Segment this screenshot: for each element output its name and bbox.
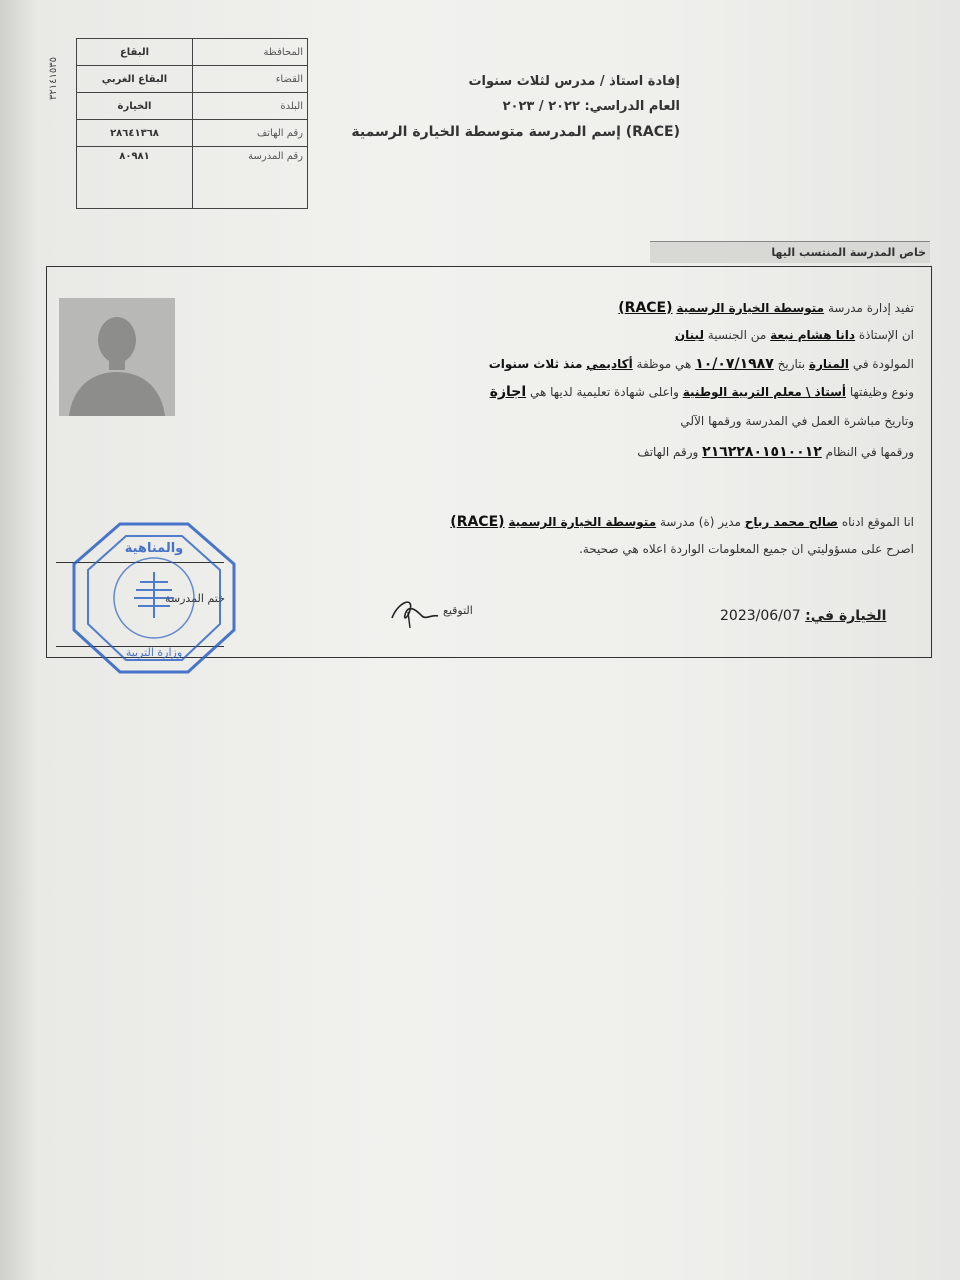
text-span: المولودة في (852, 357, 914, 371)
text-span: هي موظفة (636, 357, 692, 371)
stamp-text-bottom: وزارة التربية (125, 646, 183, 659)
birth-date: ١٠/٠٧/١٩٨٧ (695, 356, 774, 372)
text-span: ورقمها في النظام (825, 445, 914, 459)
table-row (77, 147, 308, 209)
academic-year: العام الدراسي: ٢٠٢٢ / ٢٠٢٣ (502, 99, 680, 114)
district-label: القضاء (193, 66, 308, 93)
birthplace: المنارة (808, 357, 849, 371)
school-name: متوسطة الخيارة الرسمية (676, 301, 825, 315)
text-span: مدير (ة) مدرسة (659, 515, 741, 529)
text-span: من الجنسية (707, 328, 767, 342)
race-label: (RACE) (450, 514, 505, 530)
date-line (720, 608, 886, 624)
signature-label: التوقيع (443, 604, 473, 617)
table-row (77, 120, 308, 147)
district-value: البقاع الغربي (77, 66, 193, 93)
teacher-name: دانا هشام نبعة (770, 328, 856, 342)
signature-scribble (388, 592, 442, 632)
text-span: ونوع وظيفتها (849, 385, 914, 399)
school-number-value: ٨٠٩٨١ (77, 147, 193, 209)
phone-value: ٢٨٦٤١٣٦٨ (77, 120, 193, 147)
school-name: متوسطة الخيارة الرسمية (508, 515, 657, 529)
text-span: ان الإستاذة (858, 328, 914, 342)
governorate-value: البقاع (77, 39, 193, 66)
job-type: أستاذ \ معلم التربية الوطنية (682, 385, 847, 399)
document-header (351, 74, 680, 150)
body-line-5 (154, 414, 914, 428)
document-title: إفادة استاذ / مدرس لثلاث سنوات (468, 74, 680, 89)
system-number: ٢١٦٢٢٨٠١٥١٠٠١٢ (702, 444, 822, 460)
school-stamp-label: ختم المدرسة (165, 592, 225, 605)
date-place: الخيارة في: (805, 608, 887, 624)
text-span: منذ ثلاث سنوات (488, 357, 583, 371)
date-value: 2023/06/07 (720, 608, 801, 624)
body-line-3 (154, 356, 914, 372)
body-line-7 (154, 514, 914, 530)
school-stamp (66, 518, 242, 678)
table-row (77, 66, 308, 93)
race-label: (RACE) (618, 300, 673, 316)
town-label: البلدة (193, 93, 308, 120)
director-name: صالح محمد رباح (744, 515, 838, 529)
body-line-2 (154, 328, 914, 342)
table-row (77, 39, 308, 66)
text-span: وتاريخ مباشرة العمل في المدرسة ورقمها الآلي (680, 414, 914, 428)
side-reference-number: ٣٢١٤١٥٣٥ (48, 57, 59, 100)
town-value: الخيارة (77, 93, 193, 120)
text-span: ورقم الهاتف (637, 445, 699, 459)
school-info-table (76, 38, 308, 209)
degree: اجازة (489, 384, 527, 400)
body-line-8 (154, 542, 914, 556)
body-line-1 (154, 300, 914, 316)
stamp-text-top: والمناهية (124, 541, 184, 556)
nationality: لبنان (674, 328, 704, 342)
body-line-6 (154, 444, 914, 460)
employment-type: أكاديمي (586, 357, 633, 371)
body-line-4 (154, 384, 914, 400)
text-span: واعلى شهادة تعليمية لديها هي (530, 385, 679, 399)
text-span: بتاريخ (777, 357, 806, 371)
school-number-label: رقم المدرسة (193, 147, 308, 209)
school-name-header: (RACE) إسم المدرسة متوسطة الخيارة الرسمية (351, 124, 680, 140)
text-span: تفيد إدارة مدرسة (827, 301, 914, 315)
table-row (77, 93, 308, 120)
text-span: اصرح على مسؤوليتي ان جميع المعلومات الواردة اعلاه هي صحيحة. (579, 542, 914, 556)
section-title: خاص المدرسة المنتسب اليها (650, 241, 930, 263)
phone-label: رقم الهاتف (193, 120, 308, 147)
governorate-label: المحافظة (193, 39, 308, 66)
text-span: انا الموقع ادناه (841, 515, 914, 529)
